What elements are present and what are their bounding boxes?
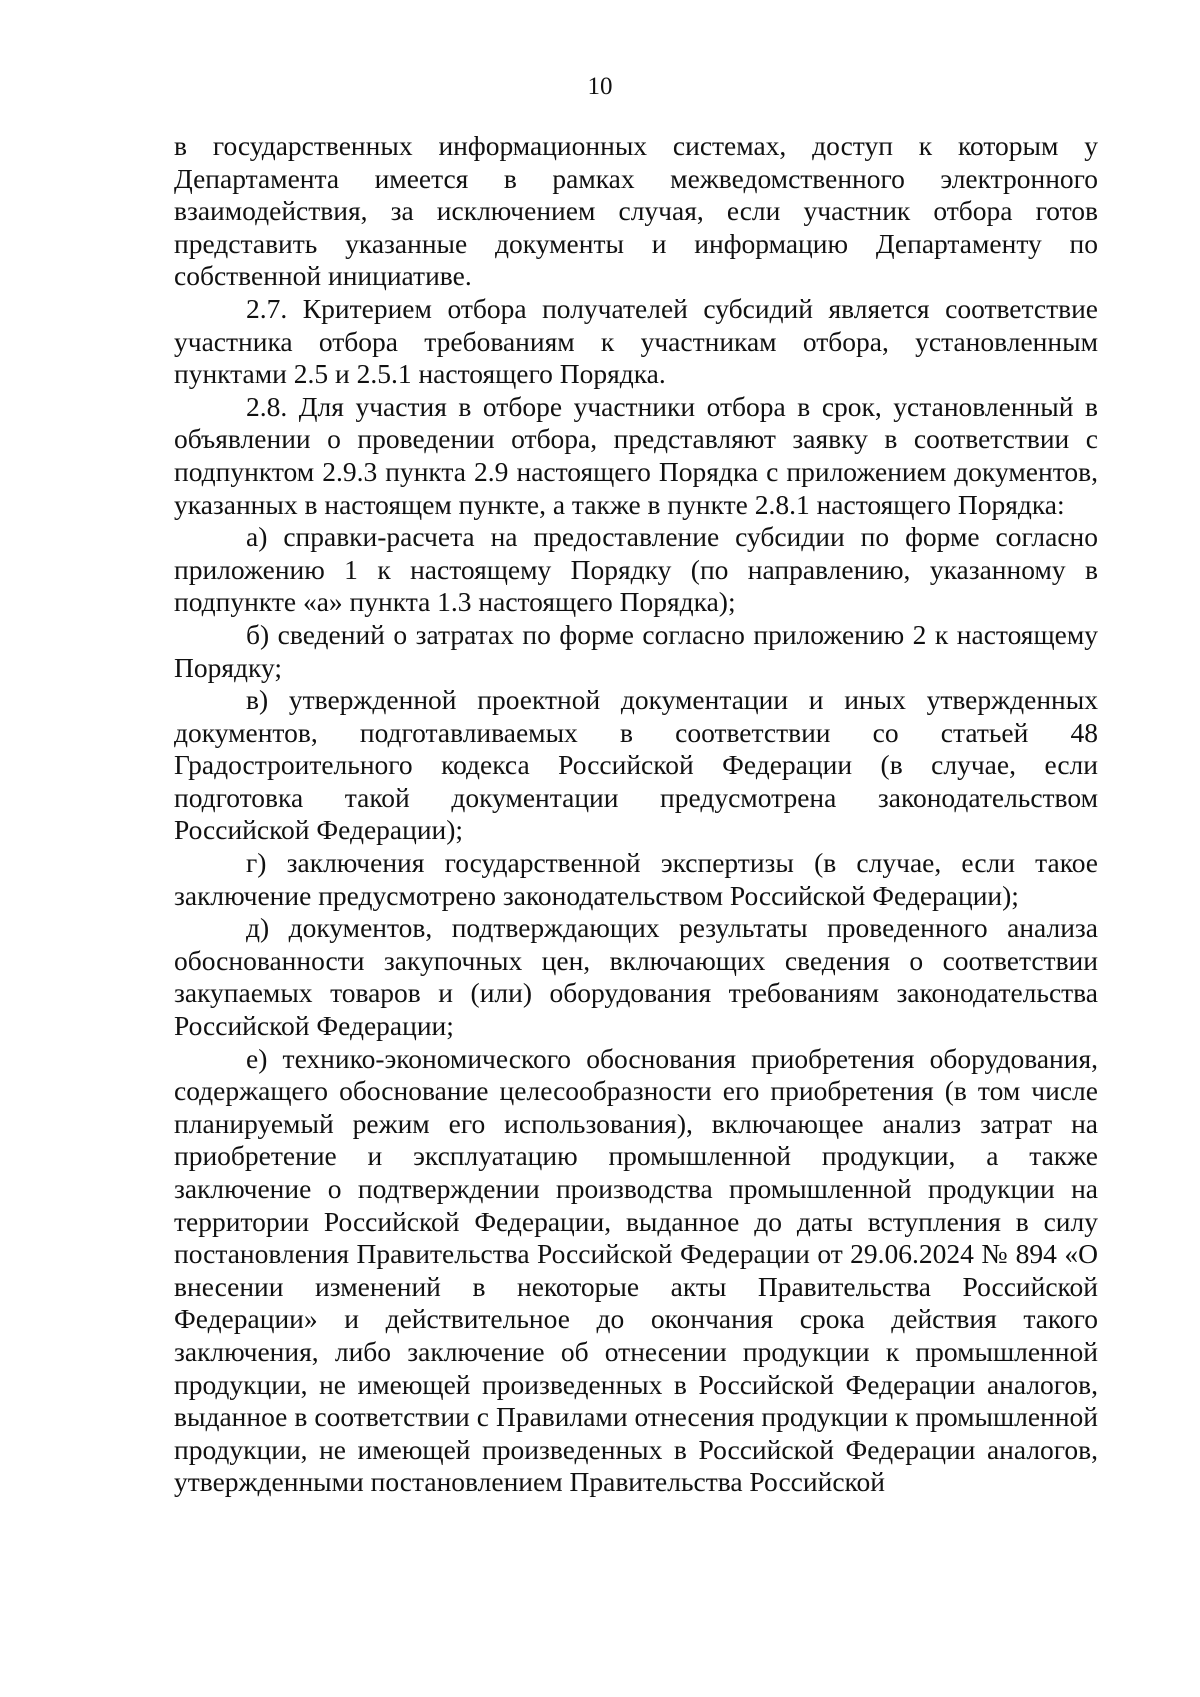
paragraph-2-8: 2.8. Для участия в отборе участники отбора в срок, установленный в объявлении о проведении отбора, представляют заявку в соответствии с подпунктом 2.9.3 пункта 2.9 настоящего Порядка с приложением документов, указанных в настоящем пункте, а также в пункте 2.8.1 настоящего Порядка: [174, 390, 1098, 520]
subitem-e: е) технико-экономического обоснования приобретения оборудования, содержащего обоснование целесообразности его приобретения (в том числе планируемый режим его использования), включающее анализ затрат на приобретение и эксплуатацию промышленной продукции, а также заключение о подтверждении производства промышленной продукции на территории Российской Федерации, выданное до даты вступления в силу постановления Правительства Российской Федерации от 29.06.2024 № 894 «О внесении изменений в некоторые акты Правительства Российской Федерации» и действительное до окончания срока действия такого заключения, либо заключение об отнесении продукции к промышленной продукции, не имеющей произведенных в Российской Федерации аналогов, выданное в соответствии с Правилами отнесения продукции к промышленной продукции, не имеющей произведенных в Российской Федерации аналогов, утвержденными постановлением Правительства Российской [174, 1042, 1098, 1498]
page-number: 10 [587, 73, 613, 100]
subitem-a: а) справки-расчета на предоставление субсидии по форме согласно приложению 1 к настоящему Порядку (по направлению, указанному в подпункте «а» пункта 1.3 настоящего Порядка); [174, 521, 1098, 618]
subitem-g: г) заключения государственной экспертизы (в случае, если такое заключение предусмотрено законодательством Российской Федерации); [174, 847, 1098, 911]
subitem-b: б) сведений о затратах по форме согласно приложению 2 к настоящему Порядку; [174, 618, 1098, 683]
subitem-v: в) утвержденной проектной документации и иных утвержденных документов, подготавливаемых в соответствии со статьей 48 Градостроительного кодекса Российской Федерации (в случае, если подготовка такой документации предусмотрена законодательством Российской Федерации); [174, 684, 1098, 846]
document-body [174, 130, 1098, 1499]
subitem-d: д) документов, подтверждающих результаты проведенного анализа обоснованности закупочных цен, включающих сведения о соответствии закупаемых товаров и (или) оборудования требованиям законодательства Российской Федерации; [174, 912, 1098, 1042]
paragraph-continuation: в государственных информационных системах, доступ к которым у Департамента имеется в рамках межведомственного электронного взаимодействия, за исключением случая, если участник отбора готов представить указанные документы и информацию Департаменту по собственной инициативе. [174, 130, 1098, 292]
paragraph-2-7: 2.7. Критерием отбора получателей субсидий является соответствие участника отбора требованиям к участникам отбора, установленным пунктами 2.5 и 2.5.1 настоящего Порядка. [174, 292, 1098, 390]
